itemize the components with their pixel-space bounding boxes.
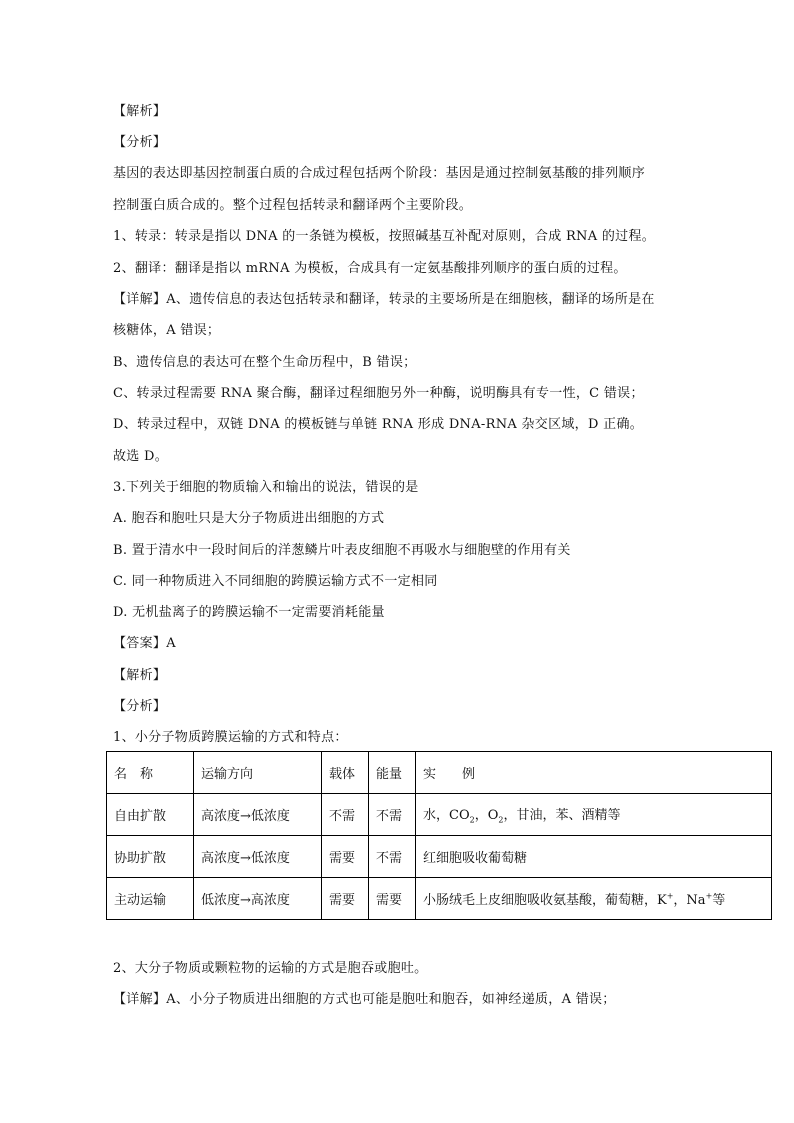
table-cell: 自由扩散 xyxy=(107,794,194,836)
paragraph: 【详解】A、遗传信息的表达包括转录和翻译，转录的主要场所是在细胞核，翻译的场所是在 xyxy=(113,292,655,307)
table-cell: 不需 xyxy=(369,836,416,878)
superscript: + xyxy=(705,891,713,901)
table-cell: 需要 xyxy=(322,878,369,920)
table-header-cell: 名 称 xyxy=(107,752,194,794)
table-cell: 不需 xyxy=(369,794,416,836)
superscript: + xyxy=(666,891,674,901)
option-d: D. 无机盐离子的跨膜运输不一定需要消耗能量 xyxy=(113,605,385,620)
table-row xyxy=(107,836,772,878)
paragraph: C、转录过程需要 RNA 聚合酶，翻译过程细胞另外一种酶，说明酶具有专一性，C 错误； xyxy=(113,386,644,401)
text-run: 等 xyxy=(712,893,726,908)
table-cell xyxy=(416,794,772,836)
question-stem: 3.下列关于细胞的物质输入和输出的说法，错误的是 xyxy=(113,480,419,495)
paragraph: 2、翻译：翻译是指以 mRNA 为模板，合成具有一定氨基酸排列顺序的蛋白质的过程。 xyxy=(113,261,627,276)
table-cell: 高浓度→低浓度 xyxy=(194,836,322,878)
paragraph: 基因的表达即基因控制蛋白质的合成过程包括两个阶段：基因是通过控制氨基酸的排列顺序 xyxy=(113,166,646,181)
subscript: 2 xyxy=(498,815,504,825)
paragraph: 【详解】A、小分子物质进出细胞的方式也可能是胞吐和胞吞，如神经递质，A 错误； xyxy=(113,992,616,1007)
table-header-cell: 能量 xyxy=(369,752,416,794)
table-cell: 不需 xyxy=(322,794,369,836)
table-row xyxy=(107,794,772,836)
paragraph: 1、转录：转录是指以 DNA 的一条链为模板，按照碱基互补配对原则，合成 RNA 的过程。 xyxy=(113,229,656,244)
text-run: ，甘油，苯、酒精等 xyxy=(503,808,621,824)
option-c: C. 同一种物质进入不同细胞的跨膜运输方式不一定相同 xyxy=(113,574,438,589)
table-header-cell: 实 例 xyxy=(416,752,772,794)
answer-line: 【答案】A xyxy=(113,636,176,651)
table-cell: 红细胞吸收葡萄糖 xyxy=(416,836,772,878)
table-cell: 需要 xyxy=(369,878,416,920)
paragraph: 故选 D。 xyxy=(113,449,169,464)
section-heading-analysis: 【解析】 xyxy=(113,104,167,119)
table-cell: 高浓度→低浓度 xyxy=(194,794,322,836)
table-header-cell: 运输方向 xyxy=(194,752,322,794)
paragraph: 控制蛋白质合成的。整个过程包括转录和翻译两个主要阶段。 xyxy=(113,198,473,213)
subscript: 2 xyxy=(469,815,475,825)
table-row xyxy=(107,878,772,920)
section-heading-analysis: 【解析】 xyxy=(113,668,167,683)
table-header-row xyxy=(107,752,772,794)
table-header-cell: 载体 xyxy=(322,752,369,794)
table-cell xyxy=(416,878,772,920)
paragraph: B、遗传信息的表达可在整个生命历程中，B 错误； xyxy=(113,355,417,370)
option-a: A. 胞吞和胞吐只是大分子物质进出细胞的方式 xyxy=(113,511,385,526)
paragraph: 2、大分子物质或颗粒物的运输的方式是胞吞或胞吐。 xyxy=(113,961,428,976)
table-cell: 需要 xyxy=(322,836,369,878)
option-b: B. 置于清水中一段时间后的洋葱鳞片叶表皮细胞不再吸水与细胞壁的作用有关 xyxy=(113,543,571,558)
section-heading-breakdown: 【分析】 xyxy=(113,135,167,150)
section-heading-breakdown: 【分析】 xyxy=(113,699,167,714)
text-run: ，Na xyxy=(673,893,706,908)
text-run: 小肠绒毛上皮细胞吸收氨基酸，葡萄糖，K xyxy=(423,893,667,908)
text-run: ，O xyxy=(474,808,499,824)
table-cell: 协助扩散 xyxy=(107,836,194,878)
text-run: 水，CO xyxy=(423,808,470,824)
paragraph: 核糖体，A 错误； xyxy=(113,323,221,338)
table-cell: 低浓度→高浓度 xyxy=(194,878,322,920)
table-cell: 主动运输 xyxy=(107,878,194,920)
paragraph: 1、小分子物质跨膜运输的方式和特点： xyxy=(113,730,348,745)
paragraph: D、转录过程中，双链 DNA 的模板链与单链 RNA 形成 DNA-RNA 杂交区域，D 正确。 xyxy=(113,417,644,432)
transport-table xyxy=(106,751,772,920)
